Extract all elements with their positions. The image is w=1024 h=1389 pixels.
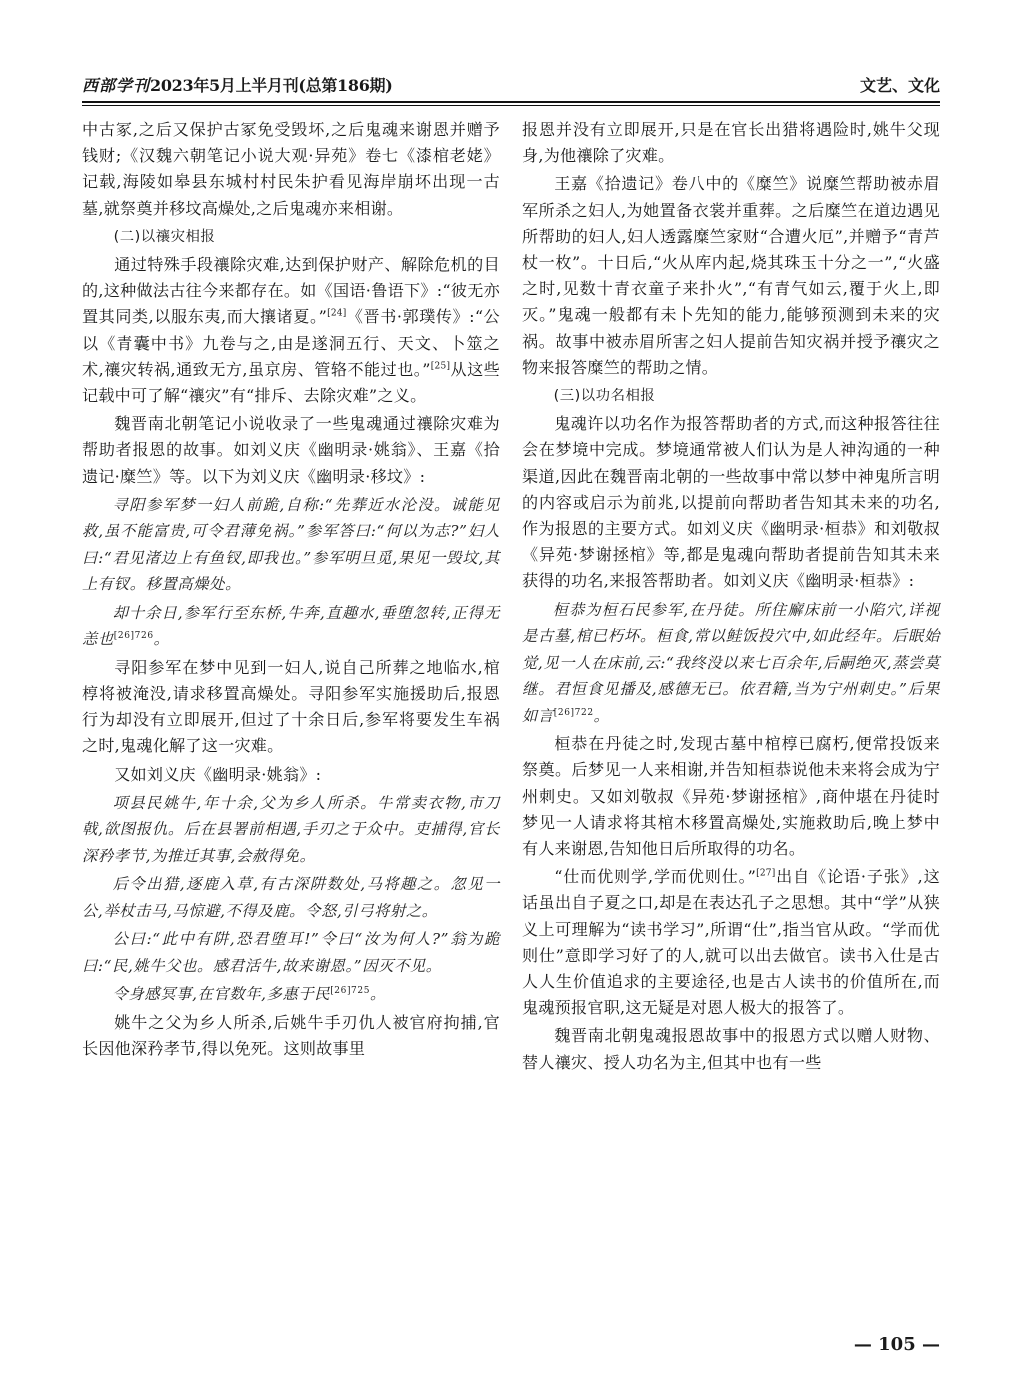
paragraph-text: 桓恭在丹徒之时,发现古墓中棺椁已腐朽,便常投饭来祭奠。后梦见一人来相谢,并告知桓恭说他未来将会成为宁州刺史。又如刘敬叔《异苑·梦谢拯棺》,商仲堪在丹徒时梦见一人请求将其棺木移置高燥处,实施救助后,晚上梦中有人来谢恩,告知他日后所取得的功名。: [522, 734, 940, 858]
body-paragraph: [522, 117, 940, 169]
issue-info: 2023年5月上半月刊(总第186期): [150, 76, 393, 95]
citation-marker: [26]722: [553, 707, 594, 718]
paragraph-text: 项县民姚牛,年十余,父为乡人所杀。牛常卖衣物,市刀戟,欲图报仇。后在县署前相遇,手刃之于众中。吏捕得,官长深矜孝节,为推迁其事,会赦得免。: [82, 793, 500, 865]
paragraph-text: 又如刘义庆《幽明录·姚翁》:: [114, 764, 322, 784]
quotation-paragraph: [82, 871, 500, 924]
quotation-paragraph: [82, 492, 500, 598]
quotation-paragraph: [522, 597, 940, 730]
citation-marker: [24]: [327, 309, 347, 320]
quotation-paragraph: [82, 790, 500, 870]
paragraph-text: 。: [370, 985, 386, 1004]
quotation-paragraph: [82, 926, 500, 979]
body-paragraph: [82, 762, 500, 788]
paragraph-text: 令身感冥事,在官数年,多惠于民: [112, 985, 331, 1004]
paragraph-text: 桓恭为桓石民参军,在丹徒。所住廨床前一小陷穴,详视是古墓,棺已朽坏。桓食,常以鲑饭投穴中,如此经年。后眠始觉,见一人在床前,云:“我终没以来七百余年,后嗣绝灭,蒸尝莫继。君恒食见播及,感德无已。依君籍,当为宁州刺史。”后果如言: [522, 600, 940, 725]
body-paragraph: [522, 864, 940, 1021]
body-paragraph: [82, 411, 500, 490]
body-paragraph: [82, 1010, 500, 1062]
paragraph-text: (二)以禳灾相报: [113, 228, 216, 245]
body-paragraph: [82, 252, 500, 409]
citation-marker: [26]725: [330, 986, 371, 997]
right-column: [522, 117, 940, 1078]
page-number: — 105 —: [853, 1334, 940, 1355]
paragraph-text: 《晋书·郭璞传》:“公以《青囊中书》九卷与之,由是遂洞五行、天文、卜筮之术,禳灾转祸,通致无方,虽京房、管辂不能过也。”: [82, 307, 500, 379]
paragraph-text: 姚牛之父为乡人所杀,后姚牛手刃仇人被官府拘捕,官长因他深矜孝节,得以免死。这则故事里: [82, 1012, 500, 1059]
paragraph-text: 王嘉《拾遗记》卷八中的《糜竺》说糜竺帮助被赤眉军所杀之妇人,为她置备衣裳并重葬。之后糜竺在道边遇见所帮助的妇人,妇人透露糜竺家财“合遭火厄”,并赠予“青芦杖一枚”。十日后,“火从库内起,烧其珠玉十分之一”,“火盛之时,见数十青衣童子来扑火”,“有青气如云,覆于火上,即灭。”鬼魂一般都有未卜先知的能力,能够预测到未来的灾祸。故事中被赤眉所害之妇人提前告知灾祸并授予禳灾之物来报答糜竺的帮助之情。: [522, 174, 940, 377]
citation-marker: [25]: [430, 361, 451, 372]
paragraph-text: 寻阳参军梦一妇人前跪,自称:“先葬近水沦没。诚能见救,虽不能富贵,可令君薄免祸。”参军答曰:“何以为志?”妇人曰:“君见渚边上有鱼钗,即我也。”参军明旦觅,果见一毁坟,其上有钗。移置高燥处。: [82, 495, 500, 594]
journal-logo: 西部学刊: [82, 76, 151, 95]
paragraph-text: (三)以功名相报: [553, 388, 656, 405]
journal-masthead: [82, 74, 393, 98]
paragraph-text: 魏晋南北朝笔记小说收录了一些鬼魂通过禳除灾难为帮助者报恩的故事。如刘义庆《幽明录·姚翁》、王嘉《拾遗记·糜竺》等。以下为刘义庆《幽明录·移坟》:: [82, 414, 500, 486]
body-paragraph: [82, 655, 500, 760]
paragraph-text: 。: [593, 706, 610, 725]
paragraph-text: 魏晋南北朝鬼魂报恩故事中的报恩方式以赠人财物、替人禳灾、授人功名为主,但其中也有一些: [522, 1026, 940, 1072]
left-column: [82, 117, 500, 1064]
body-paragraph: [82, 117, 500, 222]
body-paragraph: [522, 171, 940, 381]
paragraph-text: 通过特殊手段禳除灾难,达到保护财产、解除危机的目的,这种做法古往今来都存在。如《国语·鲁语下》:“彼无亦置其同类,以服东夷,而大攘诸夏。”: [82, 255, 500, 327]
paragraph-text: 出自《论语·子张》,这话虽出自子夏之口,却是在表达孔子之思想。其中“学”从狭义上可理解为“读书学习”,所谓“仕”,指当官从政。“学而优则仕”意即学习好了的人,就可以出去做官。读书入仕是古人人生价值追求的主要途径,也是古人读书的价值所在,而鬼魂预报官职,这无疑是对恩人极大的报答了。: [522, 867, 940, 1018]
paragraph-text: 后令出猎,逐鹿入草,有古深阱数处,马将趣之。忽见一公,举杖击马,马惊避,不得及鹿。令怒,引弓将射之。: [82, 875, 500, 920]
header-rule-thick: [82, 101, 940, 103]
body-paragraph: [522, 1023, 940, 1075]
paragraph-text: 寻阳参军在梦中见到一妇人,说自己所葬之地临水,棺椁将被淹没,请求移置高燥处。寻阳参军实施援助后,报恩行为却没有立即展开,但过了十余日后,参军将要发生车祸之时,鬼魂化解了这一灾难。: [82, 657, 500, 756]
header-rule-thin: [82, 105, 940, 106]
running-header: [82, 74, 940, 98]
paragraph-text: 却十余日,参军行至东桥,牛奔,直趣水,垂堕忽转,正得无恙也: [82, 603, 500, 649]
body-paragraph: [522, 731, 940, 862]
paragraph-text: 报恩并没有立即展开,只是在官长出猎将遇险时,姚牛父现身,为他禳除了灾难。: [522, 120, 940, 166]
paragraph-text: “仕而优则学,学而优则仕。”: [554, 867, 757, 887]
paragraph-text: 从这些记载中可了解“禳灾”有“排斥、去除灾难”之义。: [82, 359, 500, 406]
paragraph-text: 中古冢,之后又保护古冢免受毁坏,之后鬼魂来谢恩并赠予钱财;《汉魏六朝笔记小说大观·异苑》卷七《漆棺老姥》记载,海陵如皋县东城村村民朱护看见海岸崩坏出现一古墓,就祭奠并移坟高燥处,之后鬼魂亦来相谢。: [82, 120, 500, 218]
citation-marker: [26]726: [113, 631, 154, 642]
section-heading: [82, 224, 500, 250]
section-heading: [522, 383, 940, 409]
body-paragraph: [522, 411, 940, 594]
paragraph-text: 鬼魂许以功名作为报答帮助者的方式,而这种报答往往会在梦境中完成。梦境通常被人们认为是人神沟通的一种渠道,因此在魏晋南北朝的一些故事中常以梦中神鬼所言明的内容或启示为前兆,以提前向帮助者告知其未来的功名,作为报恩的主要方式。如刘义庆《幽明录·桓恭》和刘敬叔《异苑·梦谢拯棺》等,都是鬼魂向帮助者提前告知其未来获得的功名,来报答帮助者。如刘义庆《幽明录·桓恭》:: [522, 414, 940, 591]
citation-marker: [27]: [756, 868, 776, 879]
section-title: 文艺、文化: [859, 76, 940, 95]
paragraph-text: 。: [153, 630, 170, 649]
quotation-paragraph: [82, 981, 500, 1008]
quotation-paragraph: [82, 600, 500, 653]
paragraph-text: 公曰:“此中有阱,恐君堕耳!”令曰“汝为何人?”翁为跪曰:“民,姚牛父也。感君活牛,故来谢恩。”因灭不见。: [82, 930, 500, 975]
